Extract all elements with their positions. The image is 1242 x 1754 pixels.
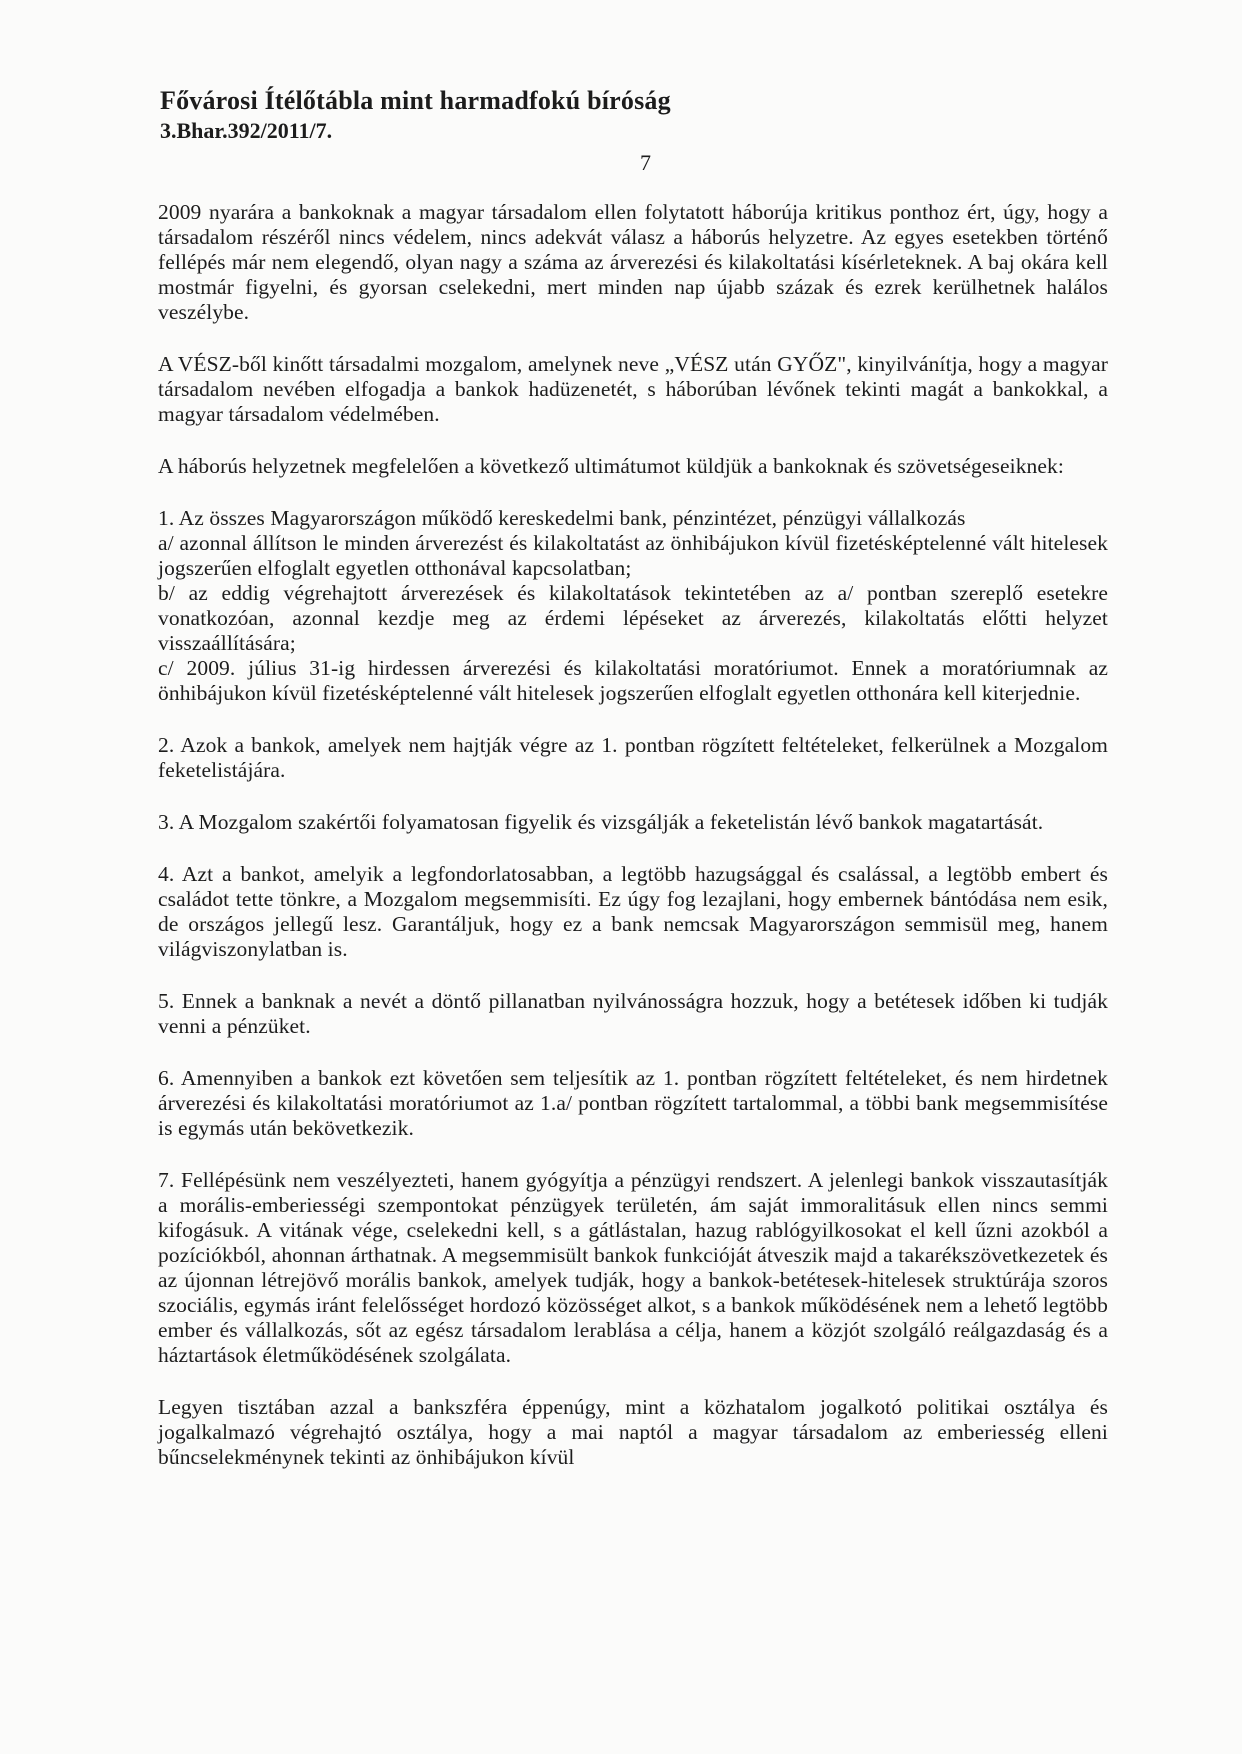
ultimatum-point-6: 6. Amennyiben a bankok ezt követően sem teljesítik az 1. pontban rögzített feltételeket, és nem hirdetnek árverezési és kilakoltatási moratóriumot az 1.a/ pontban rögzített tartalommal, a többi bank megsemmisítése is egymás után bekövetkezik.: [158, 1066, 1108, 1140]
paragraph-ultimatum-intro: A háborús helyzetnek megfelelően a következő ultimátumot küldjük a bankoknak és szövetségeseiknek:: [158, 454, 1064, 478]
paragraph-war-situation: 2009 nyarára a bankoknak a magyar társadalom ellen folytatott háborúja kritikus ponthoz ért, úgy, hogy a társadalom részéről nincs védelem, nincs adekvát válasz a háborús helyzetre. Az egyes esetekben történő fellépés már nem elegendő, olyan nagy a száma az árverezési és kilakoltatási kísérleteknek. A baj okára kell mostmár figyelni, és gyorsan cselekedni, mert minden nap újabb százak és ezrek kerülhetnek halálos veszélybe.: [158, 200, 1108, 324]
page-number: 7: [640, 150, 651, 175]
ultimatum-point-3: 3. A Mozgalom szakértői folyamatosan figyelik és vizsgálják a feketelistán lévő bankok magatartását.: [158, 810, 1044, 834]
ultimatum-point-2: 2. Azok a bankok, amelyek nem hajtják végre az 1. pontban rögzített feltételeket, felkerülnek a Mozgalom feketelistájára.: [158, 733, 1108, 782]
point-1-c: c/ 2009. július 31-ig hirdessen árverezési és kilakoltatási moratóriumot. Ennek a moratóriumnak az önhibájukon kívül fizetésképtelenné vált hitelesek jogszerűen elfoglalt egyetlen otthonára kell kiterjednie.: [158, 656, 1108, 705]
court-name: Fővárosi Ítélőtábla mint harmadfokú bíróság: [160, 86, 671, 115]
case-number: 3.Bhar.392/2011/7.: [160, 118, 333, 143]
point-1-intro: 1. Az összes Magyarországon működő kereskedelmi bank, pénzintézet, pénzügyi vállalkozás: [158, 506, 966, 530]
ultimatum-point-5: 5. Ennek a banknak a nevét a döntő pillanatban nyilvánosságra hozzuk, hogy a betétesek időben ki tudják venni a pénzüket.: [158, 989, 1108, 1038]
point-1-a: a/ azonnal állítson le minden árverezést és kilakoltatást az önhibájukon kívül fizetésképtelenné vált hitelesek jogszerűen elfoglalt egyetlen otthonával kapcsolatban;: [158, 531, 1108, 580]
ultimatum-point-4: 4. Azt a bankot, amelyik a legfondorlatosabban, a legtöbb hazugsággal és csalással, a legtöbb embert és családot tette tönkre, a Mozgalom megsemmisíti. Ez úgy fog lezajlani, hogy embernek bántódása nem esik, de országos jellegű lesz. Garantáljuk, hogy ez a bank nemcsak Magyarországon semmisül meg, hanem világviszonylatban is.: [158, 862, 1108, 961]
paragraph-movement-declaration: A VÉSZ-ből kinőtt társadalmi mozgalom, amelynek neve „VÉSZ után GYŐZ", kinyilvánítja, hogy a magyar társadalom nevében elfogadja a bankok hadüzenetét, s háborúban lévőnek tekinti magát a bankokkal, a magyar társadalom védelmében.: [158, 352, 1108, 426]
paragraph-closing: Legyen tisztában azzal a bankszféra éppenúgy, mint a közhatalom jogalkotó politikai osztálya és jogalkalmazó végrehajtó osztálya, hogy a mai naptól a magyar társadalom az emberiesség elleni bűncselekménynek tekinti az önhibájukon kívül: [158, 1395, 1108, 1469]
document-header: [160, 86, 860, 144]
document-body: [158, 200, 1108, 1470]
point-1-b: b/ az eddig végrehajtott árverezések és kilakoltatások tekintetében az a/ pontban szereplő esetekre vonatkozóan, azonnal kezdje meg az érdemi lépéseket az árverezés, kilakoltatás előtti helyzet visszaállítására;: [158, 581, 1108, 655]
ultimatum-point-7: 7. Fellépésünk nem veszélyezteti, hanem gyógyítja a pénzügyi rendszert. A jelenlegi bankok visszautasítják a morális-emberiességi szempontokat pénzügyek területén, ám saját immoralitásuk ellen nincs semmi kifogásuk. A vitának vége, cselekedni kell, s a gátlástalan, hazug rablógyilkosokat el kell űzni azokból a pozíciókból, ahonnan árthatnak. A megsemmisült bankok funkcióját átveszik majd a takarékszövetkezetek és az újonnan létrejövő morális bankok, amelyek tudják, hogy a bankok-betétesek-hitelesek struktúrája szoros szociális, egymás iránt felelősséget hordozó közösséget alkot, s a bankok működésének nem a lehető legtöbb ember és vállalkozás, sőt az egész társadalom lerablása a célja, hanem a közjót szolgáló reálgazdaság és a háztartások életműködésének szolgálata.: [158, 1168, 1108, 1367]
ultimatum-point-1: [158, 506, 1108, 706]
